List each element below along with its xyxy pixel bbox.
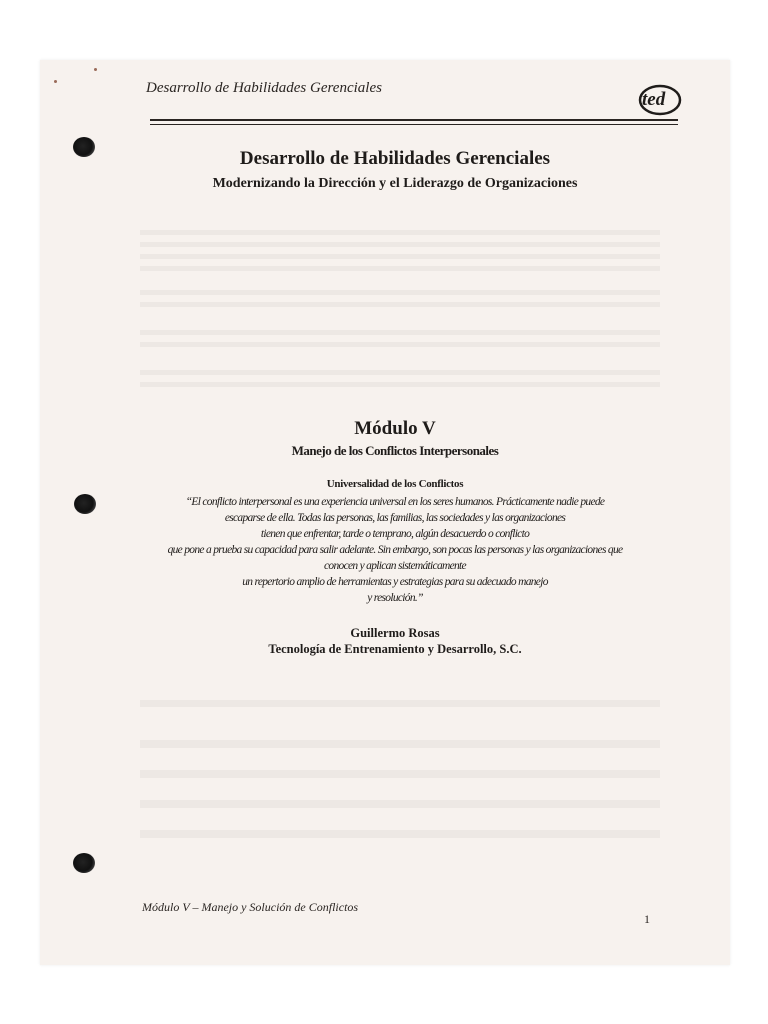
quote-line: escaparse de ella. Todas las personas, las familias, las sociedades y las organizaciones xyxy=(224,512,566,524)
bleed-through xyxy=(140,290,660,295)
bleed-through xyxy=(140,370,660,375)
quote-line: conocen y aplican sistemáticamente xyxy=(324,560,466,572)
bleed-through xyxy=(140,302,660,307)
header-rule-thin xyxy=(150,124,678,125)
document-subtitle: Modernizando la Dirección y el Liderazgo de Organizaciones xyxy=(212,176,578,191)
bleed-through xyxy=(140,740,660,748)
running-header: Desarrollo de Habilidades Gerenciales xyxy=(146,80,382,96)
section-heading: Universalidad de los Conflictos xyxy=(326,478,464,490)
page-number: 1 xyxy=(644,912,650,926)
bleed-through xyxy=(140,330,660,335)
paper-speck xyxy=(54,80,57,83)
paper-speck xyxy=(94,68,97,71)
quote-block xyxy=(125,494,665,606)
quote-line: “El conflicto interpersonal es una experiencia universal en los seres humanos. Prácticamente nadie puede xyxy=(185,496,605,508)
bleed-through xyxy=(140,700,660,707)
module-title: Módulo V xyxy=(354,418,436,439)
logo-text: ted xyxy=(642,89,666,110)
bleed-through xyxy=(140,242,660,247)
bleed-through xyxy=(140,230,660,235)
quote-line: que pone a prueba su capacidad para salir adelante. Sin embargo, son pocas las personas y las organizaciones que xyxy=(167,544,623,556)
punch-hole-middle xyxy=(74,494,96,514)
bleed-through xyxy=(140,266,660,271)
bleed-through xyxy=(140,830,660,838)
punch-hole-bottom xyxy=(73,853,95,873)
company-logo xyxy=(634,80,682,118)
bleed-through xyxy=(140,770,660,778)
company-name: Tecnología de Entrenamiento y Desarrollo, S.C. xyxy=(268,642,522,656)
punch-hole-top xyxy=(73,137,95,157)
module-subtitle: Manejo de los Conflictos Interpersonales xyxy=(291,443,499,458)
quote-line: un repertorio amplio de herramientas y estrategias para su adecuado manejo xyxy=(242,576,548,588)
document-title: Desarrollo de Habilidades Gerenciales xyxy=(239,148,551,169)
bleed-through xyxy=(140,254,660,259)
running-footer: Módulo V – Manejo y Solución de Conflictos xyxy=(142,900,359,914)
header-rule xyxy=(150,119,678,121)
document-page xyxy=(40,60,730,965)
author-name: Guillermo Rosas xyxy=(350,626,440,640)
bleed-through xyxy=(140,382,660,387)
bleed-through xyxy=(140,800,660,808)
bleed-through xyxy=(140,342,660,347)
quote-line: y resolución.” xyxy=(367,592,423,604)
quote-line: tienen que enfrentar, tarde o temprano, algún desacuerdo o conflicto xyxy=(260,528,530,540)
